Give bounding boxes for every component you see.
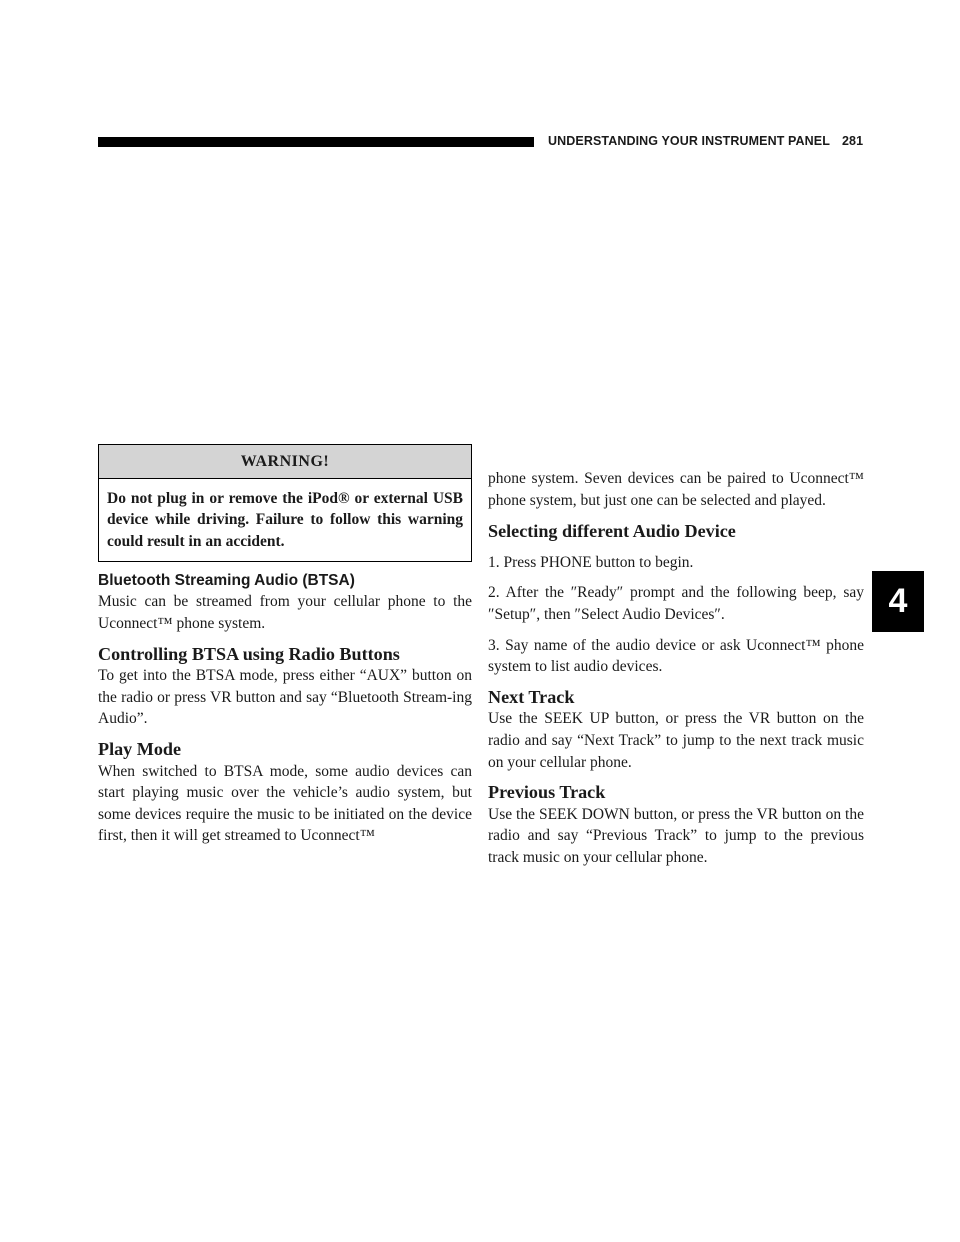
step-3: 3. Say name of the audio device or ask Uconnect™ phone system to list audio devices. <box>488 636 864 676</box>
previous-track-heading: Previous Track <box>488 782 606 803</box>
previous-track-paragraph: Use the SEEK DOWN button, or press the VR button on the radio and say “Previous Track” to jump to the previous track music on your cellular phone. <box>488 805 864 866</box>
section-title: UNDERSTANDING YOUR INSTRUMENT PANEL <box>548 134 830 148</box>
running-header <box>548 134 863 148</box>
play-mode-paragraph: When switched to BTSA mode, some audio devices can start playing music over the vehicle’s audio system, but some devices require the music to be initiated on the device first, then it will get streamed to Uconnect™ <box>98 762 472 845</box>
controlling-heading: Controlling BTSA using Radio Buttons <box>98 643 400 664</box>
next-track-paragraph: Use the SEEK UP button, or press the VR button on the radio and say “Next Track” to jump to the next track music on your cellular phone. <box>488 710 864 771</box>
play-mode-heading: Play Mode <box>98 738 182 759</box>
intro-paragraph: Music can be streamed from your cellular phone to the Uconnect™ phone system. <box>98 593 472 632</box>
warning-title: WARNING! <box>99 445 471 479</box>
left-column <box>98 444 472 847</box>
page-number: 281 <box>841 134 864 148</box>
section-heading: Bluetooth Streaming Audio (BTSA) <box>98 572 355 590</box>
next-track-heading: Next Track <box>488 686 575 707</box>
warning-box <box>98 444 472 562</box>
warning-text: Do not plug in or remove the iPod® or external USB device while driving. Failure to follow this warning could result in an accident. <box>107 489 463 550</box>
step-2: 2. After the ″Ready″ prompt and the following beep, say ″Setup″, then ″Select Audio Devices″. <box>488 584 864 623</box>
continued-paragraph: phone system. Seven devices can be paired to Uconnect™ phone system, but just one can be selected and played. <box>488 470 864 509</box>
controlling-paragraph: To get into the BTSA mode, press either “AUX” button on the radio or press VR button and say “Bluetooth Stream-ing Audio”. <box>98 667 472 728</box>
step-1: 1. Press PHONE button to begin. <box>488 553 694 571</box>
chapter-tab: 4 <box>872 571 924 632</box>
header-rule <box>98 137 534 147</box>
selecting-heading: Selecting different Audio Device <box>488 521 736 542</box>
right-column <box>488 468 864 869</box>
